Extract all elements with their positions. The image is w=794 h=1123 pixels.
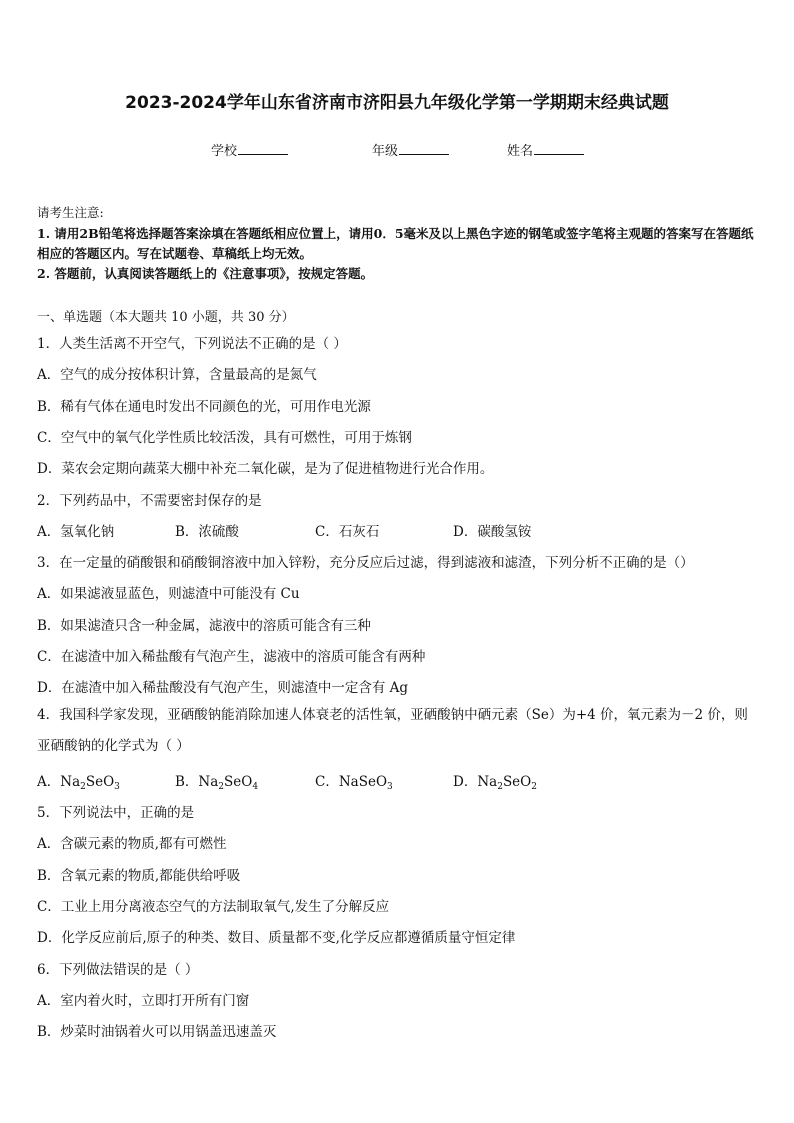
q4-option-c-s2: 3 [387,782,393,792]
q4-stem: 4．我国科学家发现，亚硒酸钠能消除加速人体衰老的活性氧，亚硒酸钠中硒元素（Se）为+4 价，氧元素为－2 价，则亚硒酸钠的化学式为（ ） [37,707,748,754]
q4-option-c [315,770,393,792]
section-title: 一、单选题（本大题共 10 小题，共 30 分） [37,310,295,325]
q4-option-a [37,770,120,792]
q4-option-c-f1: NaSeO [338,774,388,790]
q5-stem: 5．下列说法中，正确的是 [37,805,195,821]
q2-option-b: B．浓硫酸 [175,524,239,540]
name-blank[interactable] [534,141,584,155]
q2-option-d: D．碳酸氢铵 [453,524,532,540]
q3-option-b: B．如果滤渣只含一种金属，滤液中的溶质可能含有三种 [37,618,371,634]
q4-option-d-s2: 2 [531,782,537,792]
grade-label: 年级 [372,144,399,159]
q2-option-c: C．石灰石 [315,524,380,540]
q4-option-d-s1: 2 [497,782,503,792]
q4-option-d-letter: D． [453,774,478,790]
student-info-fields [0,140,794,160]
notice-item-2: 2. 答题前，认真阅读答题纸上的《注意事项》，按规定答题。 [37,266,374,281]
q4-option-a-s1: 2 [80,782,86,792]
q5-option-c: C．工业上用分离液态空气的方法制取氧气,发生了分解反应 [37,899,390,915]
q4-option-b [175,770,258,792]
q5-option-a: A．含碳元素的物质,都有可燃性 [37,836,227,852]
q3-stem: 3．在一定量的硝酸银和硝酸铜溶液中加入锌粉，充分反应后过滤，得到滤液和滤渣，下列分析不正确的是（） [37,555,694,571]
q4-option-a-f2: SeO [85,774,115,790]
q1-stem: 1．人类生活离不开空气，下列说法不正确的是（ ） [37,336,347,352]
q4-option-b-s1: 2 [218,782,225,792]
q4-option-b-f2: SeO [224,774,253,790]
q6-option-a: A．室内着火时，立即打开所有门窗 [37,993,250,1009]
q4-option-d [453,770,537,792]
q1-option-c: C．空气中的氧气化学性质比较活泼，具有可燃性，可用于炼钢 [37,430,412,446]
grade-blank[interactable] [399,141,449,155]
q4-option-a-letter: A． [37,774,61,790]
q5-option-b: B．含氧元素的物质,都能供给呼吸 [37,868,241,884]
q4-option-a-f1: Na [60,774,81,790]
notice-item-1: 1. 请用2B铅笔将选择题答案涂填在答题纸相应位置上，请用0．5毫米及以上黑色字迹的钢笔或签字笔将主观题的答案写在答题纸相应的答题区内。写在试题卷、草稿纸上均无效。 [37,226,754,261]
q4-option-d-f1: Na [477,774,498,790]
q1-option-b: B．稀有气体在通电时发出不同颜色的光，可用作电光源 [37,399,371,415]
school-label: 学校 [211,144,238,159]
q4-option-b-letter: B． [175,774,199,790]
q2-option-a: A．氢氧化钠 [37,524,115,540]
q3-option-a: A．如果滤液显蓝色，则滤渣中可能没有 Cu [37,586,300,602]
q4-option-c-letter: C． [315,774,339,790]
q3-option-c: C．在滤渣中加入稀盐酸有气泡产生，滤液中的溶质可能含有两种 [37,649,426,665]
exam-title: 2023-2024学年山东省济南市济阳县九年级化学第一学期期末经典试题 [125,93,669,113]
q4-option-b-f1: Na [198,774,219,790]
q1-option-d: D．菜农会定期向蔬菜大棚中补充二氧化碳，是为了促进植物进行光合作用。 [37,461,494,477]
q4-option-a-s2: 3 [114,782,120,792]
school-field[interactable] [211,140,288,159]
q1-option-a: A．空气的成分按体积计算，含量最高的是氮气 [37,367,317,383]
name-field[interactable] [507,140,584,159]
q4-option-b-s2: 4 [252,782,259,792]
q4-option-d-f2: SeO [502,774,532,790]
q5-option-d: D．化学反应前后,原子的种类、数目、质量都不变,化学反应都遵循质量守恒定律 [37,930,516,946]
q2-stem: 2．下列药品中，不需要密封保存的是 [37,493,262,509]
q3-option-d: D．在滤渣中加入稀盐酸没有气泡产生，则滤渣中一定含有 Ag [37,680,409,696]
q6-option-b: B．炒菜时油锅着火可以用锅盖迅速盖灭 [37,1024,277,1040]
school-blank[interactable] [238,141,288,155]
notice-heading: 请考生注意: [37,205,104,220]
name-label: 姓名 [507,144,534,159]
grade-field[interactable] [372,140,449,159]
q6-stem: 6．下列做法错误的是（ ） [37,962,199,978]
